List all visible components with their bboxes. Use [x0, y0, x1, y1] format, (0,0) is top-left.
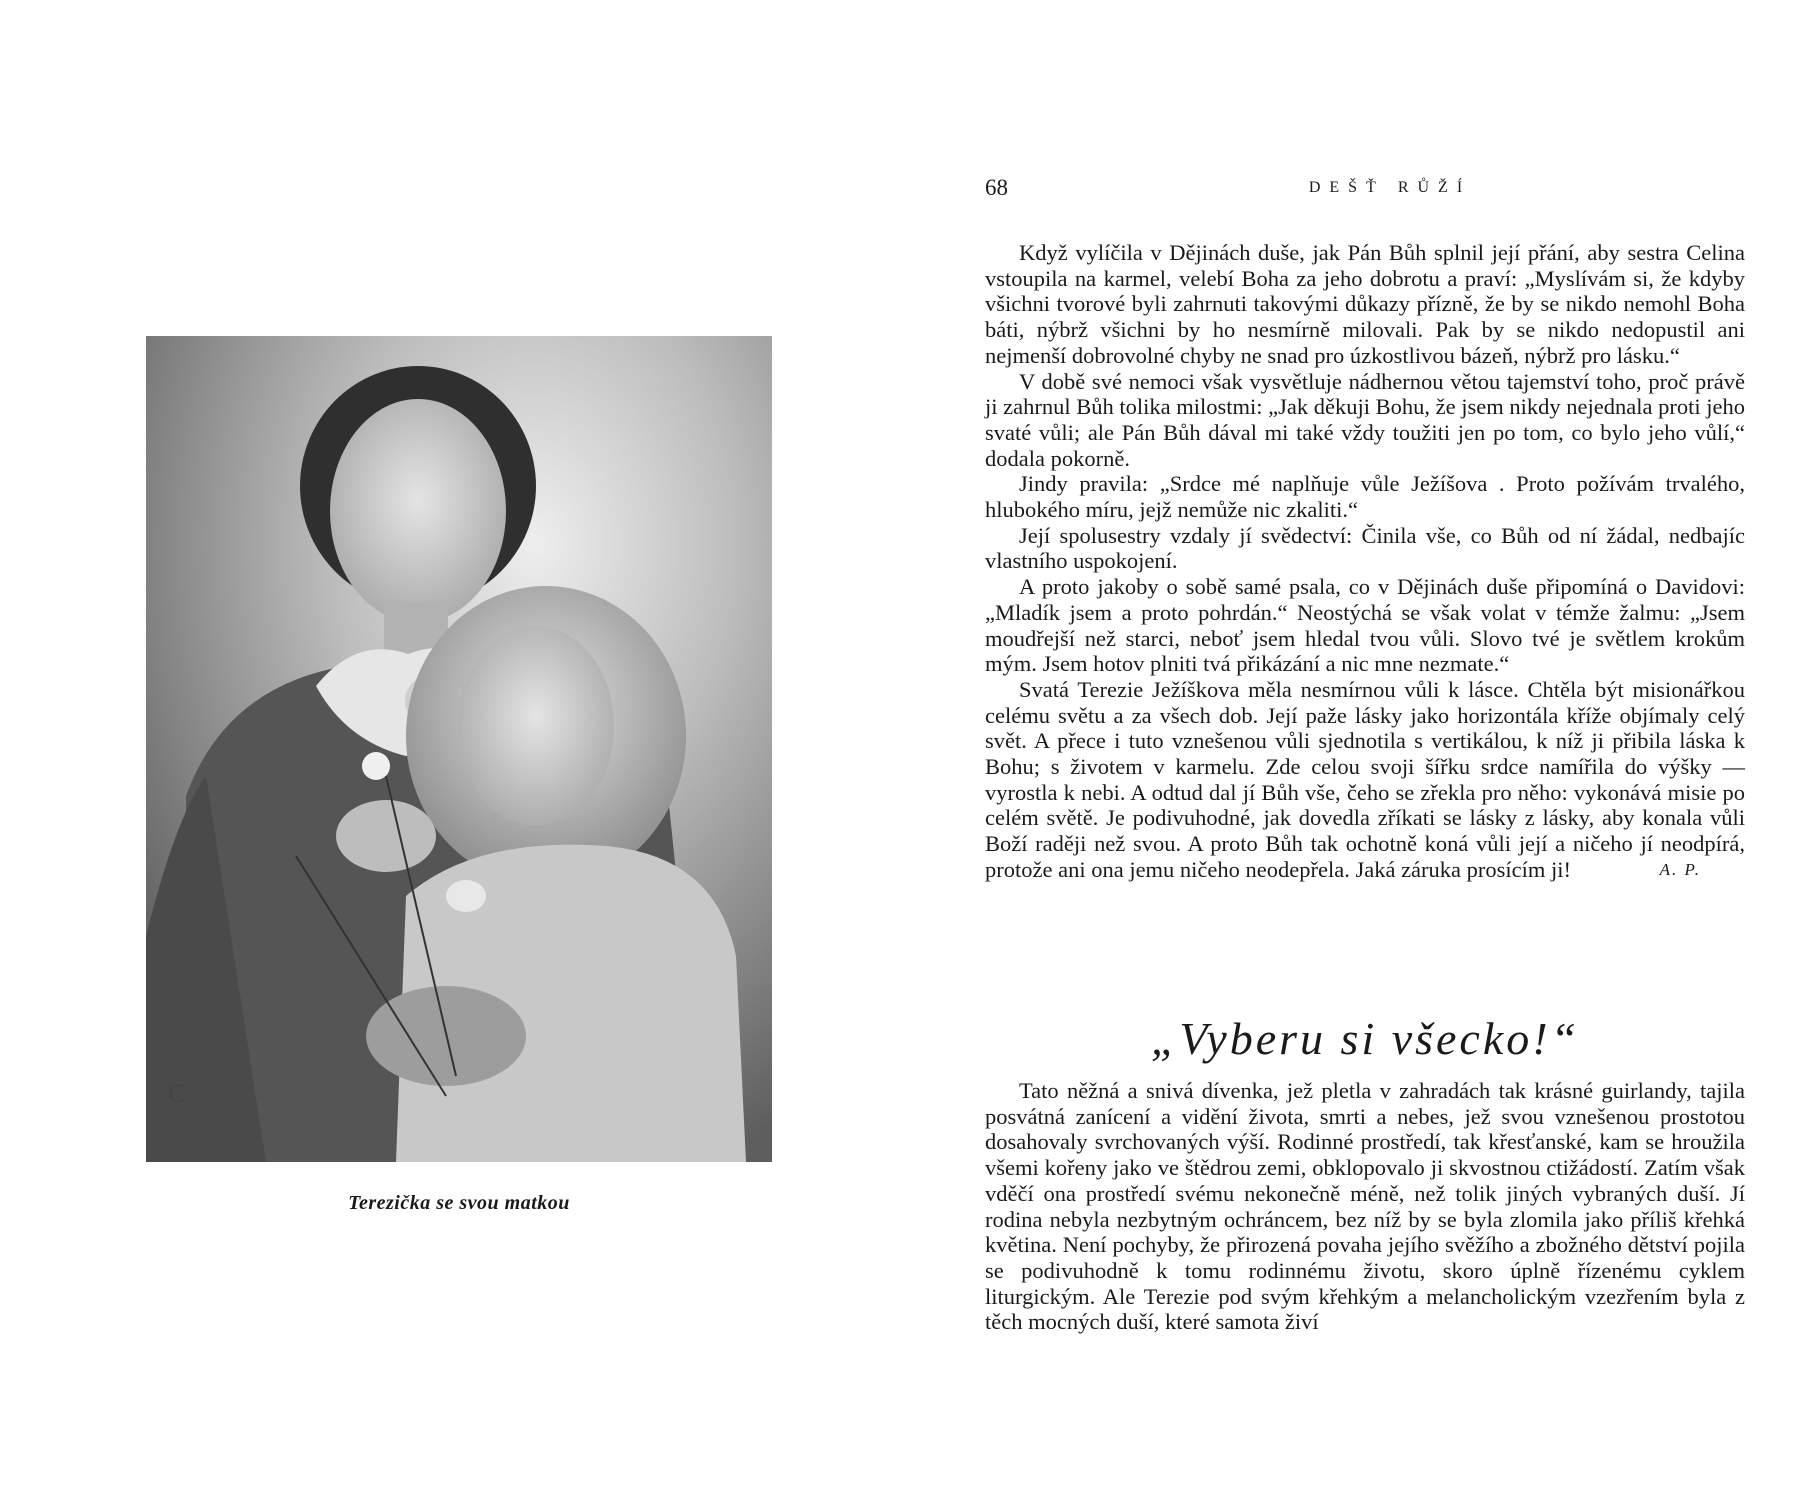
paragraph: A proto jakoby o sobě samé psala, co v Dějinách duše připomíná o Davidovi: „Mladík jsem a proto pohrdán.“ Neostýchá se však volat v témže žalmu: „Jsem moudřejší než starci, neboť jsem hledal tvou vůli. Slovo tvé je světlem krokům mým. Jsem hotov plniti tvá přikázání a nic mne nezmate.“	[985, 574, 1745, 677]
page-number: 68	[985, 175, 1008, 200]
paragraph	[985, 677, 1745, 883]
paragraph: Tato něžná a snivá dívenka, jež pletla v zahradách tak krásné guirlandy, tajila posvátná zanícení a vidění života, smrti a nebes, jež svou vznešenou prostotou dosahovaly svrchovaných výší. Rodinné prostředí, tak křesťanské, kam se hroužila všemi kořeny jako ve štědrou zemi, obklopovalo ji skvostnou ctižádostí. Zatím však vděčí ona prostředí svému nekonečně méně, než tolik jiných vybraných duší. Jí rodina nebyla nezbytným ochráncem, bez níž by se byla zlomila jako příliš křehká květina. Není pochyby, že přirozená povaha jejího svěžího a zbožného dětství pojila se podivuhodně k tomu rodinnému životu, skoro úplně řízenému cyklem liturgickým. Ale Terezie pod svým křehkým a melancholickým vzezřením byla z těch mocných duší, které samota živí	[985, 1078, 1745, 1335]
paragraph: V době své nemoci však vysvětluje nádhernou větou tajemství toho, proč právě ji zahrnul Bůh tolika milostmi: „Jak děkuji Bohu, že jsem nikdy nejednala proti jeho svaté vůli; ale Pán Bůh dával mi také vždy toužiti jen po tom, co bylo jeho vůlí,“ dodala pokorně.	[985, 368, 1745, 471]
section-heading: „Vyberu si všecko!“	[1150, 1013, 1580, 1064]
section-2-text	[985, 1078, 1745, 1335]
section-1-text	[985, 240, 1745, 883]
running-title: DEŠŤ RŮŽÍ	[1308, 179, 1472, 196]
paragraph-text: Svatá Terezie Ježíškova měla nesmírnou vůli k lásce. Chtěla být misionářkou celému světu a za všech dob. Její paže lásky jako horizontála kříže objímaly celý svět. A přece i tuto vznešenou vůli sjednotila s vertikálou, k níž ji přibila láska k Bohu; s životem v karmelu. Zde celou svoji šířku srdce namířila do výšky — vyrostla k nebi. A odtud dal jí Bůh vše, čeho se zřekla pro něho: vykonává misie po celém světě. Je podivuhodné, jak dovedla zříkati se lásky z lásky, aby konala vůli Boží raději než svou. A proto Bůh tak ochotně koná vůli její a ničeho jí neodpírá, protože ani ona jemu ničeho neodepřela. Jaká záruka prosícím ji!	[985, 676, 1745, 882]
right-page	[985, 0, 1745, 1500]
paragraph: Její spolusestry vzdaly jí svědectví: Činila vše, co Bůh od ní žádal, nedbajíc vlastního uspokojení.	[985, 522, 1745, 574]
running-head	[985, 175, 1745, 205]
paragraph: Jindy pravila: „Srdce mé naplňuje vůle Ježíšova . Proto požívám trvalého, hlubokého míru, jejž nemůže nic zkaliti.“	[985, 471, 1745, 523]
portrait-plate	[146, 336, 772, 1162]
author-signature: A. P.	[1659, 859, 1701, 879]
mother-and-daughter-illustration	[146, 336, 772, 1162]
paragraph: Když vylíčila v Dějinách duše, jak Pán Bůh splnil její přání, aby sestra Celina vstoupila na karmel, velebí Boha za jeho dobrotu a praví: „Myslívám si, že kdyby všichni tvorové byli zahrnuti takovými důkazy přízně, že by se nikdo nemohl Boha báti, nýbrž všichni by ho nesmírně milovali. Pak by se nikdo nedopustil ani nejmenší dobrovolné chyby ne snad pro úzkostlivou bázeň, nýbrž pro lásku.“	[985, 240, 1745, 368]
plate-caption: Terezička se svou matkou	[348, 1192, 570, 1214]
plate-monogram: C	[168, 1079, 186, 1108]
